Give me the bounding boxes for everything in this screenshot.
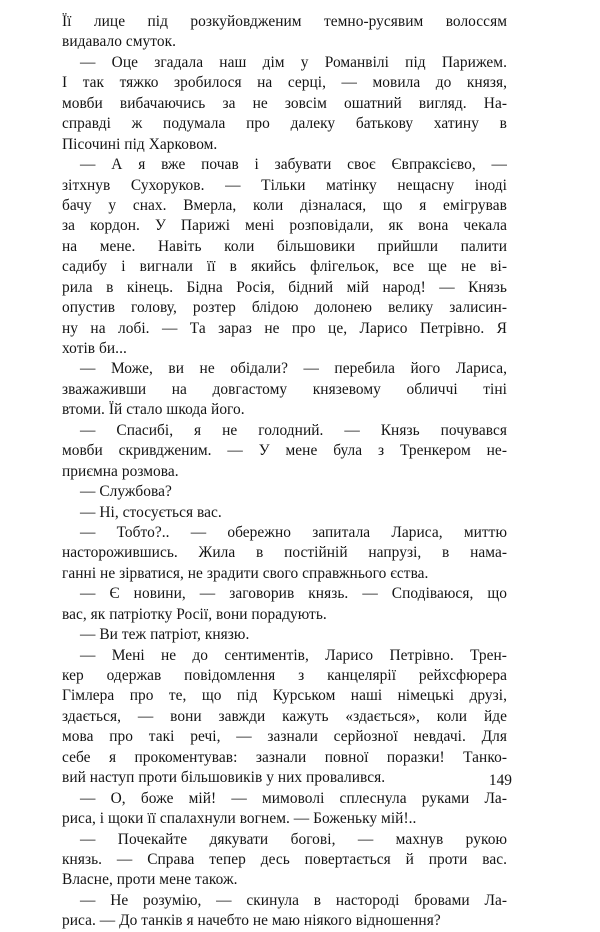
- text-line: — Не розумію, — скинула в настороді бровами Ла-: [80, 891, 507, 909]
- text-line: риса, і щоки її спалахнули вогнем. — Боженьку мій!..: [62, 810, 417, 828]
- text-line: опустив голову, розтер блідою долонею велику залисин-: [62, 299, 507, 317]
- text-line: зітхнув Сухоруков. — Тільки матінку нещасну іноді: [62, 176, 507, 194]
- text-line: — Почекайте дякувати богові, — махнув рукою: [80, 830, 507, 848]
- text-line: справді ж подумала про далеку батькову хатину в: [62, 115, 507, 133]
- text-line: вас, як патріотку Росії, вони порадують.: [62, 605, 327, 623]
- text-line: — Може, ви не обідали? — перебила його Лариса,: [80, 360, 507, 378]
- text-line: — Тобто?.. — обережно запитала Лариса, миттю: [80, 523, 507, 541]
- text-line: видавало смуток.: [62, 33, 177, 51]
- text-line: мова про такі речі, — зазнали серйозної невдачі. Для: [62, 728, 507, 746]
- text-line: риса. — До танків я начебто не маю ніякого відношення?: [62, 912, 441, 930]
- text-line: себе я прокоментував: зазнали повної поразки! Танко-: [62, 748, 507, 766]
- text-line: Пісочині під Харковом.: [62, 135, 218, 153]
- text-line: ну на лобі. — Та зараз не про це, Ларисо Петрівно. Я: [62, 319, 507, 337]
- text-line: — О, боже мій! — мимоволі сплеснула руками Ла-: [80, 789, 507, 807]
- text-line: зважаживши на довгастому князевому обличчі тіні: [62, 380, 507, 398]
- text-line: мовби скривдженим. — У мене була з Тренкером не-: [62, 442, 507, 460]
- text-line: хотів би...: [62, 340, 127, 357]
- text-line: І так тяжко зробилося на серці, — мовила до князя,: [62, 74, 507, 92]
- text-line: ганні не зірватися, не зрадити свого справжнього єства.: [62, 564, 429, 582]
- text-line: — Ні, стосується вас.: [80, 503, 222, 521]
- text-line: на мене. Навіть коли більшовики прийшли палити: [62, 237, 507, 255]
- text-line: — Мені не до сентиментів, Ларисо Петрівно. Трен-: [80, 646, 507, 664]
- page-body: [62, 12, 507, 932]
- text-line: — Є новини, — заговорив князь. — Сподіваюся, що: [80, 585, 507, 603]
- text-line: кер одержав повідомлення з канцелярії рейхсфюрера: [62, 667, 507, 684]
- text-line: рила в кінець. Бідна Росія, бідний мій народ! — Князь: [62, 278, 507, 296]
- text-line: здається, — вони завжди кажуть «здається», коли йде: [62, 707, 507, 725]
- text-line: мовби вибачаючись за не зовсім ошатний вигляд. На-: [62, 94, 507, 112]
- text-line: приємна розмова.: [62, 462, 179, 480]
- text-line: насторожившись. Жила в постійній напрузі, в нама-: [62, 544, 507, 562]
- text-line: Власне, проти мене також.: [62, 871, 238, 889]
- text-line: за кордон. У Парижі мені розповідали, як вона чекала: [62, 217, 507, 235]
- text-line: — А я вже почав і забувати своє Євпраксієво, —: [80, 156, 507, 174]
- text-line: Гімлера про те, що під Курськом наші німецькі друзі,: [62, 687, 507, 705]
- text-line: втоми. Їй стало шкода його.: [62, 401, 245, 419]
- text-line: — Ви теж патріот, князю.: [80, 626, 250, 644]
- text-line: вий наступ проти більшовиків у них провалився.: [62, 769, 386, 787]
- text-line: бачу у снах. Вмерла, коли дізналася, що я емігрував: [62, 196, 507, 214]
- text-line: — Спасибі, я не голодний. — Князь почувався: [80, 421, 507, 439]
- text-line: Її лице під розкуйовдженим темно-русявим волоссям: [62, 13, 507, 30]
- text-line: — Службова?: [80, 483, 172, 501]
- page-number: 149: [488, 772, 512, 789]
- text-line: — Оце згадала наш дім у Романвілі під Парижем.: [80, 53, 507, 71]
- text-line: князь. — Справа тепер десь повертається й проти вас.: [62, 850, 507, 868]
- text-line: садибу і вигнали її в якийсь флігельок, все ще не ві-: [62, 258, 507, 276]
